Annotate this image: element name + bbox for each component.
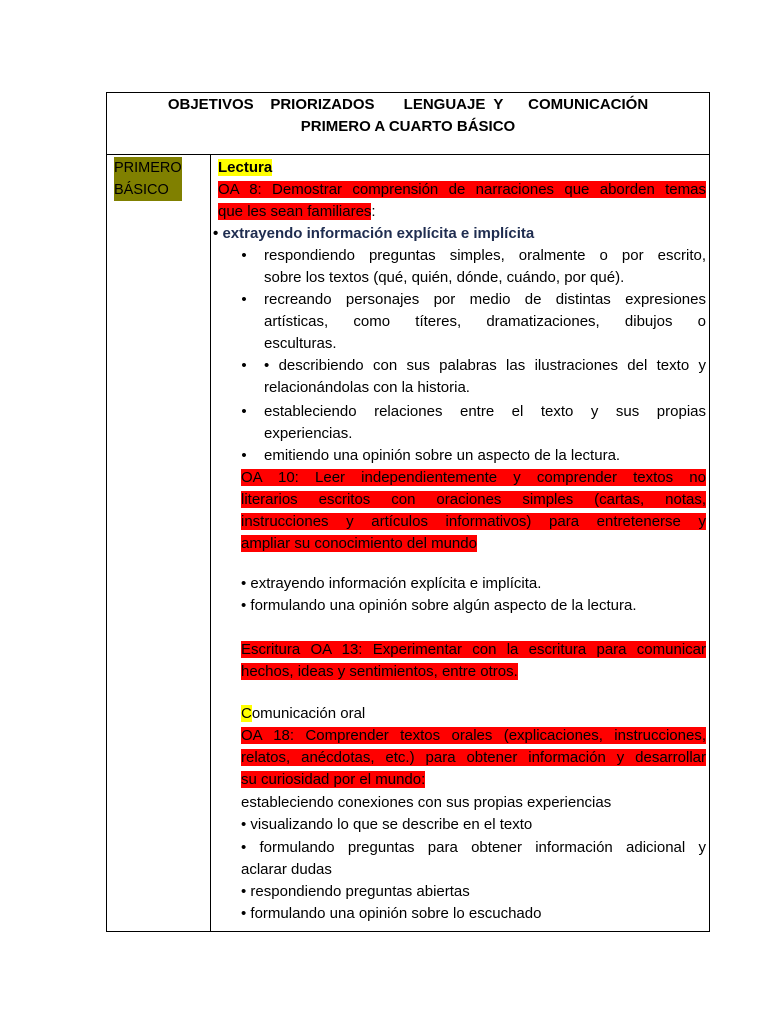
lectura-item-2-line2: artísticas, como títeres, dramatizaciones, dibujos o (264, 313, 706, 330)
bullet-dot: • (241, 247, 247, 264)
lectura-item-5-line1: emitiendo una opinión sobre un aspecto de la lectura. (264, 447, 621, 464)
lectura-subheading: • extrayendo información explícita e implícita (213, 225, 535, 242)
oa18-line1: OA 18: Comprender textos orales (explicaciones, instrucciones, (241, 727, 706, 744)
oa13-line2: hechos, ideas y sentimientos, entre otros. (241, 663, 518, 680)
oral-item-6: • formulando una opinión sobre lo escuchado (241, 905, 542, 922)
oa10-bullet-2: • formulando una opinión sobre algún aspecto de la lectura. (241, 597, 637, 614)
grade-label (114, 157, 182, 201)
objectives-cell (211, 155, 709, 931)
objectives-table (106, 92, 710, 932)
lectura-heading: Lectura (218, 159, 273, 176)
lectura-item-1-line1: respondiendo preguntas simples, oralmente o por escrito, (264, 247, 706, 264)
grade-label-line2: BÁSICO (114, 182, 169, 198)
oral-item-2: • visualizando lo que se describe en el texto (241, 816, 533, 833)
oa10-line4: ampliar su conocimiento del mundo (241, 535, 477, 552)
grade-cell (107, 155, 211, 931)
oral-item-4: aclarar dudas (241, 861, 332, 878)
oral-heading: Comunicación oral (241, 705, 366, 722)
oral-item-1: estableciendo conexiones con sus propias experiencias (241, 794, 612, 811)
bullet-dot: • (241, 291, 247, 308)
oral-item-5: • respondiendo preguntas abiertas (241, 883, 470, 900)
table-title-line1: OBJETIVOS PRIORIZADOS LENGUAJE Y COMUNICACIÓN (167, 96, 649, 113)
oa13-line1: Escritura OA 13: Experimentar con la escritura para comunicar (241, 641, 706, 658)
oa10-line3: instrucciones y artículos informativos) para entretenerse y (241, 513, 706, 530)
grade-label-line1: PRIMERO (114, 160, 182, 176)
oa18-line2: relatos, anécdotas, etc.) para obtener información y desarrollar (241, 749, 706, 766)
oa18-line3: su curiosidad por el mundo: (241, 771, 426, 788)
lectura-item-2-line1: recreando personajes por medio de distintas expresiones (264, 291, 706, 308)
lectura-item-4-line2: experiencias. (264, 425, 353, 442)
lectura-item-1-line2: sobre los textos (qué, quién, dónde, cuándo, por qué). (264, 269, 625, 286)
lectura-item-2-line3: esculturas. (264, 335, 337, 352)
oa10-line2: literarios escritos con oraciones simples (cartas, notas, (241, 491, 706, 508)
bullet-dot: • (241, 447, 247, 464)
lectura-item-3-line1: • describiendo con sus palabras las ilustraciones del texto y (264, 357, 706, 374)
oa10-bullet-1: • extrayendo información explícita e implícita. (241, 575, 542, 592)
lectura-item-4-line1: estableciendo relaciones entre el texto y sus propias (264, 403, 706, 420)
oa10-line1: OA 10: Leer independientemente y comprender textos no (241, 469, 706, 486)
bullet-dot: • (241, 403, 247, 420)
oral-item-3: • formulando preguntas para obtener información adicional y (241, 839, 706, 856)
oa8-line1: OA 8: Demostrar comprensión de narraciones que aborden temas (218, 181, 706, 198)
table-header (107, 93, 709, 155)
table-title-line2: PRIMERO A CUARTO BÁSICO (300, 118, 516, 135)
bullet-dot: • (241, 357, 247, 374)
oa8-line2: que les sean familiares: (218, 203, 376, 220)
lectura-item-3-line2: relacionándolas con la historia. (264, 379, 470, 396)
